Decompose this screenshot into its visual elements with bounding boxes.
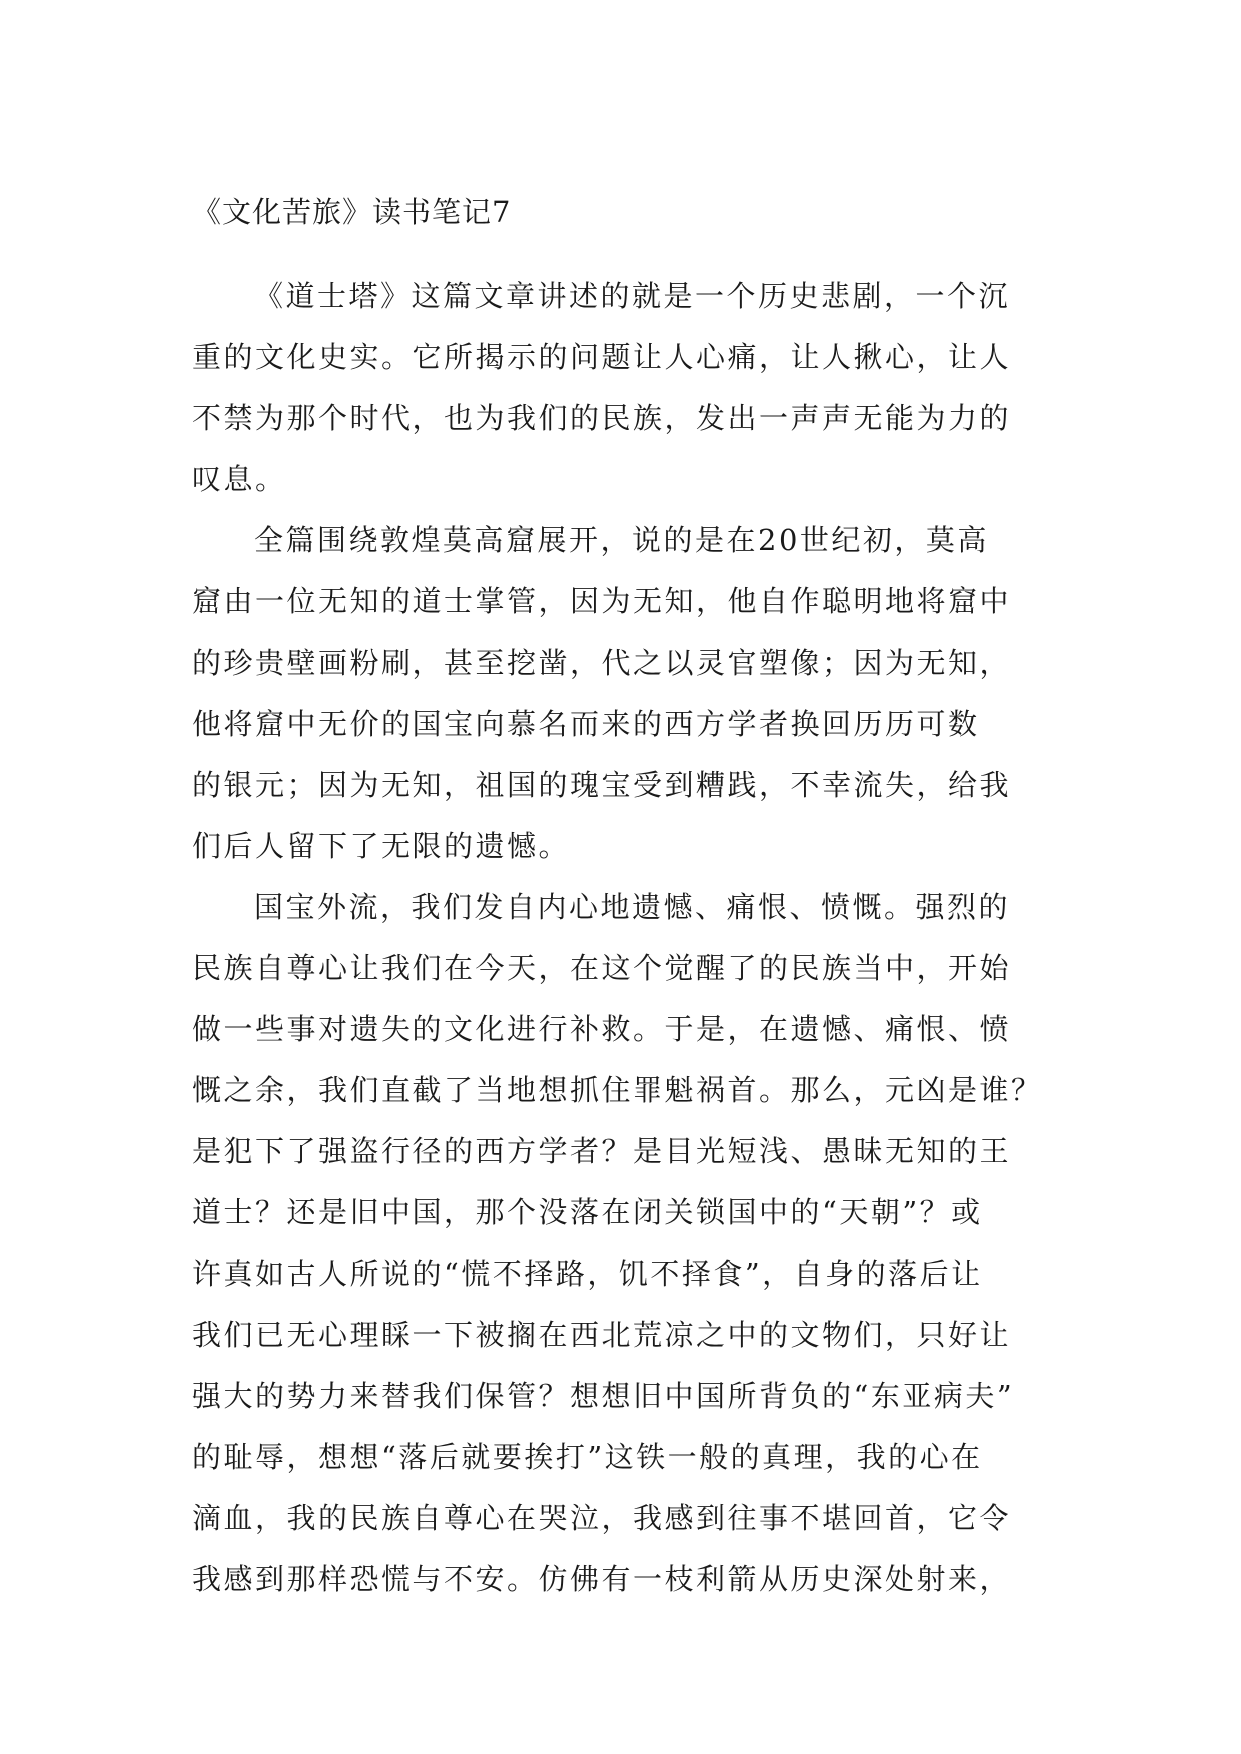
document-body [192, 274, 1052, 1618]
paragraph-line: 《道士塔》这篇文章讲述的就是一个历史悲剧，一个沉 [254, 279, 1011, 313]
paragraph-line: 民族自尊心让我们在今天，在这个觉醒了的民族当中，开始 [192, 951, 1012, 986]
paragraph-line: 是犯下了强盗行径的西方学者？是目光短浅、愚昧无知的王 [192, 1134, 1012, 1169]
paragraph-line: 滴血，我的民族自尊心在哭泣，我感到往事不堪回首，它令 [192, 1500, 1012, 1535]
paragraph-line: 许真如古人所说的“慌不择路，饥不择食”，自身的落后让 [192, 1256, 983, 1291]
paragraph [192, 885, 1052, 1618]
paragraph-line: 他将窟中无价的国宝向慕名而来的西方学者换回历历可数 [192, 706, 980, 741]
paragraph-line: 的珍贵壁画粉刷，甚至挖凿，代之以灵官塑像；因为无知， [192, 645, 1012, 680]
paragraph-line: 不禁为那个时代，也为我们的民族，发出一声声无能为力的 [192, 401, 1012, 436]
paragraph-line: 的耻辱，想想“落后就要挨打”这铁一般的真理，我的心在 [192, 1439, 983, 1474]
paragraph-line: 全篇围绕敦煌莫高窟展开，说的是在20世纪初，莫高 [254, 523, 989, 558]
paragraph-line: 做一些事对遗失的文化进行补救。于是，在遗憾、痛恨、愤 [192, 1012, 1012, 1047]
paragraph [192, 518, 1052, 885]
paragraph-line: 们后人留下了无限的遗憾。 [192, 828, 571, 863]
paragraph-line: 强大的势力来替我们保管？想想旧中国所背负的“东亚病夫” [192, 1378, 1015, 1413]
paragraph-line: 重的文化史实。它所揭示的问题让人心痛，让人揪心，让人 [192, 340, 1012, 375]
paragraph-line: 慨之余，我们直截了当地想抓住罪魁祸首。那么，元凶是谁？ [192, 1073, 1043, 1108]
paragraph [192, 274, 1052, 518]
paragraph-line: 我们已无心理睬一下被搁在西北荒凉之中的文物们，只好让 [192, 1317, 1012, 1352]
document-title: 《文化苦旅》读书笔记7 [192, 195, 512, 229]
paragraph-line: 我感到那样恐慌与不安。仿佛有一枝利箭从历史深处射来， [192, 1561, 1012, 1596]
paragraph-line: 国宝外流，我们发自内心地遗憾、痛恨、愤慨。强烈的 [254, 889, 1011, 924]
paragraph-line: 叹息。 [192, 462, 287, 497]
paragraph-line: 窟由一位无知的道士掌管，因为无知，他自作聪明地将窟中 [192, 584, 1012, 619]
paragraph-line: 的银元；因为无知，祖国的瑰宝受到糟践，不幸流失，给我 [192, 767, 1012, 802]
paragraph-line: 道士？还是旧中国，那个没落在闭关锁国中的“天朝”？或 [192, 1195, 983, 1230]
